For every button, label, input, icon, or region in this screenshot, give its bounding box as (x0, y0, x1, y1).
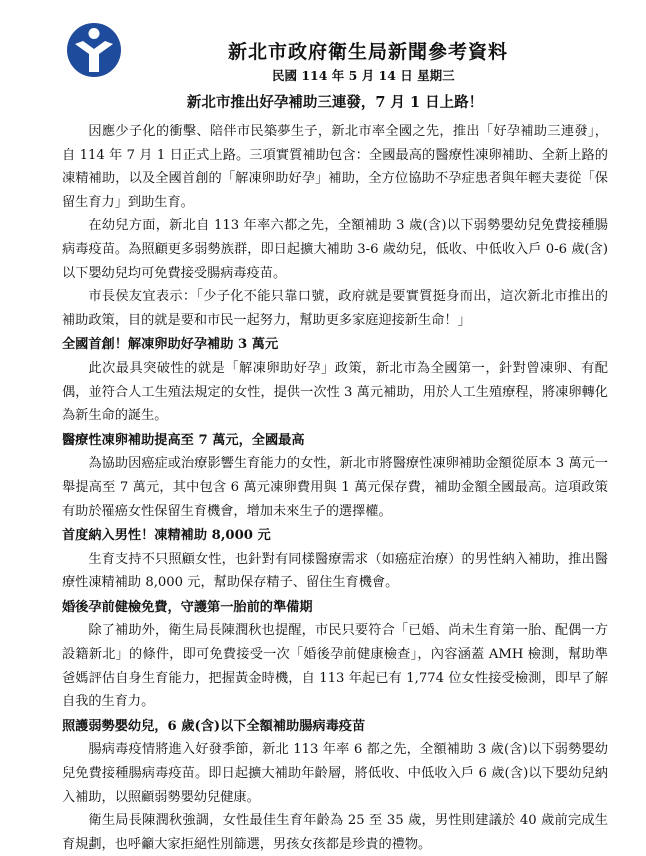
intro-paragraph-1: 因應少子化的衝擊、陪伴市民築夢生子，新北市率全國之先，推出「好孕補助三連發」，自 114 年 7 月 1 日正式上路。三項實質補助包含：全國最高的醫療性凍卵補助、全新上路的凍精補助，以及全國首創的「解凍卵助好孕」補助，全方位協助不孕症患者與年輕夫妻從「保留生育力」到助生育。 (62, 124, 608, 210)
section-heading-prenatal-checkup: 婚後孕前健檢免費，守護第一胎前的準備期 (62, 599, 313, 615)
section-paragraph-enterovirus-vaccine: 腸病毒疫情將進入好發季節，新北 113 年率 6 都之先，全額補助 3 歲(含)以下弱勢嬰幼兒免費接種腸病毒疫苗。即日起擴大補助年齡層，將低收、中低收入戶 6 歲(含)以下嬰幼兒納入補助，以照顧弱勢嬰幼兒健康。 (62, 742, 608, 805)
section-heading-thaw-egg: 全國首創！解凍卵助好孕補助 3 萬元 (62, 337, 279, 353)
section-paragraph-sperm-freezing: 生育支持不只照顧女性，也針對有同樣醫療需求（如癌症治療）的男性納入補助，推出醫療性凍精補助 8,000 元，幫助保存精子、留住生育機會。 (62, 551, 608, 591)
intro-paragraph-2: 在幼兒方面，新北自 113 年率六都之先，全額補助 3 歲(含)以下弱勢嬰幼兒免費接種腸病毒疫苗。為照顧更多弱勢族群，即日起擴大補助 3-6 歲幼兒，低收、中低收入戶 0-6 歲(含)以下嬰幼兒均可免費接受腸病毒疫苗。 (62, 218, 608, 281)
article-headline: 新北市推出好孕補助三連發，7 月 1 日上路！ (186, 94, 484, 111)
section-paragraph-closing: 衛生局長陳潤秋強調，女性最佳生育年齡為 25 至 35 歲，男性則建議於 40 歲前完成生育規劃，也呼籲大家拒絕性別篩選，男孩女孩都是珍貴的禮物。 (62, 813, 608, 852)
section-paragraph-prenatal-checkup: 除了補助外，衛生局長陳潤秋也提醒，市民只要符合「已婚、尚未生育第一胎、配偶一方設籍新北」的條件，即可免費接受一次「婚後孕前健康檢查」，內容涵蓋 AMH 檢測，幫助準爸媽評估自身生育能力，把握黃金時機，自 113 年起已有 1,774 位女性接受檢測，即早了解自我的生育力。 (62, 623, 608, 710)
section-heading-enterovirus-vaccine: 照護弱勢嬰幼兒，6 歲(含)以下全額補助腸病毒疫苗 (62, 718, 366, 734)
header-date: 民國 114 年 5 月 14 日 星期三 (272, 68, 455, 83)
ntpc-health-logo-icon (66, 22, 122, 78)
intro-paragraph-3: 市長侯友宜表示：「少子化不能只靠口號，政府就是要實質挺身而出，這次新北市推出的補助政策，目的就是要和市民一起努力，幫助更多家庭迎接新生命！」 (62, 289, 608, 328)
section-paragraph-thaw-egg: 此次最具突破性的就是「解凍卵助好孕」政策，新北市為全國第一，針對曾凍卵、有配偶，並符合人工生殖法規定的女性，提供一次性 3 萬元補助，用於人工生殖療程，將凍卵轉化為新生命的誕生。 (62, 360, 608, 424)
section-paragraph-egg-freezing: 為協助因癌症或治療影響生育能力的女性，新北市將醫療性凍卵補助金額從原本 3 萬元一舉提高至 7 萬元，其中包含 6 萬元凍卵費用與 1 萬元保存費，補助金額全國最高。這項政策有助於罹癌女性保留生育機會，增加未來生子的選擇權。 (62, 456, 608, 519)
header-title: 新北市政府衛生局新聞參考資料 (228, 41, 509, 63)
section-heading-sperm-freezing: 首度納入男性！凍精補助 8,000 元 (62, 528, 271, 544)
article (62, 92, 608, 856)
section-heading-egg-freezing: 醫療性凍卵補助提高至 7 萬元，全國最高 (62, 432, 305, 448)
